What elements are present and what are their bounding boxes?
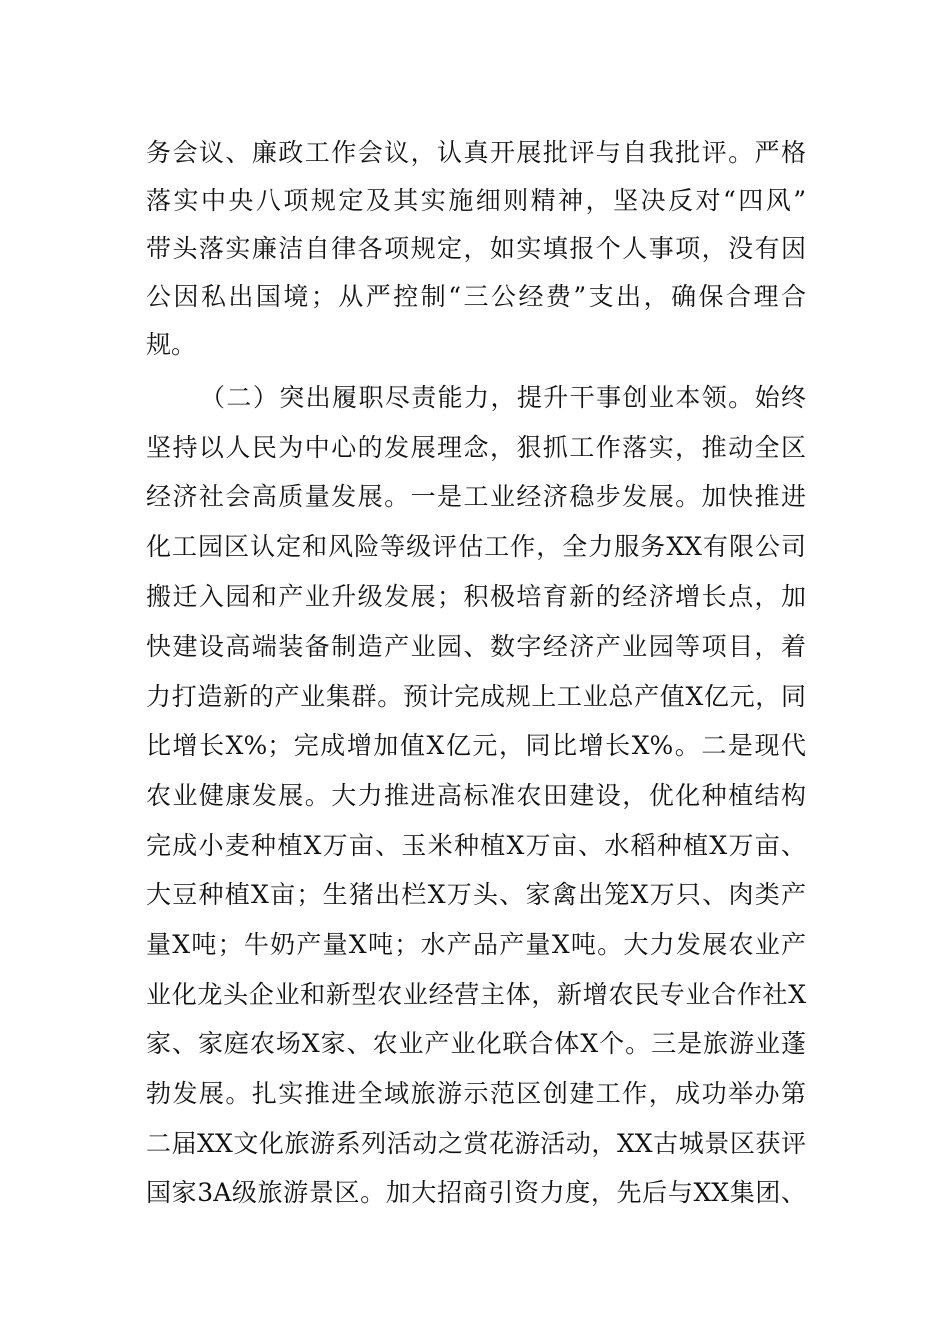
paragraph-2-line-12: 量X吨；牛奶产量X吨；水产品产量X吨。大力发展农业产 bbox=[146, 930, 806, 959]
paragraph-2-line-10: 完成小麦种植X万亩、玉米种植X万亩、水稻种植X万亩、 bbox=[146, 831, 806, 860]
paragraph-2-line-11: 大豆种植X亩；生猪出栏X万头、家禽出笼X万只、肉类产 bbox=[146, 880, 806, 909]
paragraph-1-line-2: 落实中央八项规定及其实施细则精神，坚决反对“四风” bbox=[146, 186, 806, 215]
paragraph-1-line-1: 务会议、廉政工作会议，认真开展批评与自我批评。严格 bbox=[146, 138, 806, 167]
paragraph-2-line-13: 业化龙头企业和新型农业经营主体，新增农民专业合作社X bbox=[146, 980, 806, 1009]
paragraph-2-line-8: 比增长X%；完成增加值X亿元，同比增长X%。二是现代 bbox=[146, 731, 806, 760]
paragraph-2-line-9: 农业健康发展。大力推进高标准农田建设，优化种植结构 bbox=[146, 781, 806, 810]
paragraph-1-line-4: 公因私出国境；从严控制“三公经费”支出，确保合理合 bbox=[146, 282, 806, 311]
paragraph-2-line-2: 坚持以人民为中心的发展理念，狠抓工作落实，推动全区 bbox=[146, 433, 806, 462]
paragraph-2-line-16: 二届XX文化旅游系列活动之赏花游活动，XX古城景区获评 bbox=[146, 1129, 806, 1158]
paragraph-2-line-15: 勃发展。扎实推进全域旅游示范区创建工作，成功举办第 bbox=[146, 1079, 806, 1108]
paragraph-2-line-3: 经济社会高质量发展。一是工业经济稳步发展。加快推进 bbox=[146, 482, 806, 511]
paragraph-2-line-17: 国家3A级旅游景区。加大招商引资力度，先后与XX集团、 bbox=[146, 1178, 806, 1207]
paragraph-2-line-7: 力打造新的产业集群。预计完成规上工业总产值X亿元，同 bbox=[146, 682, 806, 711]
paragraph-2-line-14: 家、家庭农场X家、农业产业化联合体X个。三是旅游业蓬 bbox=[146, 1029, 806, 1058]
paragraph-1-line-5: 规。 bbox=[146, 330, 197, 359]
paragraph-2-line-5: 搬迁入园和产业升级发展；积极培育新的经济增长点，加 bbox=[146, 582, 806, 611]
paragraph-2-line-1: （二）突出履职尽责能力，提升干事创业本领。始终 bbox=[200, 383, 806, 412]
paragraph-2-line-6: 快建设高端装备制造产业园、数字经济产业园等项目，着 bbox=[146, 632, 806, 661]
paragraph-1-line-3: 带头落实廉洁自律各项规定，如实填报个人事项，没有因 bbox=[146, 234, 806, 263]
paragraph-2-line-4: 化工园区认定和风险等级评估工作，全力服务XX有限公司 bbox=[146, 532, 806, 561]
